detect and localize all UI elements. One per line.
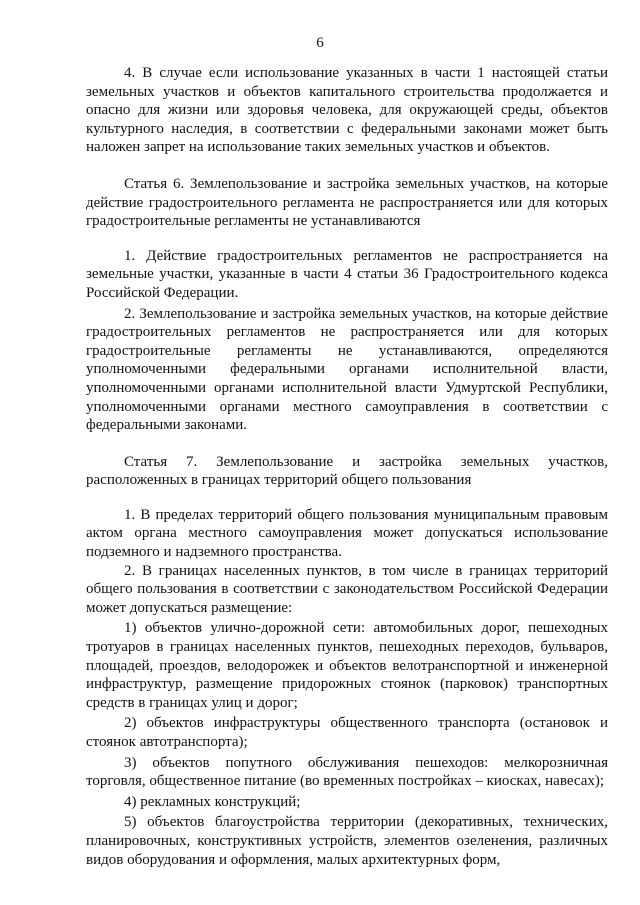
- paragraph-article7-part1: 1. В пределах территорий общего пользования муниципальным правовым актом органа местного самоуправления может допускаться использование подземного и надземного пространства.: [86, 506, 608, 561]
- list-item-1: 1) объектов улично-дорожной сети: автомобильных дорог, пешеходных тротуаров в границах населенных пунктов, пешеходных переходов, бульваров, площадей, проездов, велодорожек и объектов велотранспортной и инженерной инфраструктур, размещение придорожных стоянок (парковок) транспортных средств в границах улиц и дорог;: [86, 620, 608, 711]
- paragraph-article6-part2: 2. Землепользование и застройка земельных участков, на которые действие градостроительных регламентов не распространяется или для которых градостроительные регламенты не устанавливаются, определяются уполномоченными федеральными органами исполнительной власти, уполномоченными органами исполнительной власти Удмуртской Республики, уполномоченными органами местного самоуправления в соответствии с федеральными законами.: [86, 305, 608, 434]
- paragraph-article6-part1: 1. Действие градостроительных регламентов не распространяется на земельные участки, указанные в части 4 статьи 36 Градостроительного кодекса Российской Федерации.: [86, 247, 608, 301]
- article-6-heading: Статья 6. Землепользование и застройка земельных участков, на которые действие градостроительного регламента не распространяется или для которых градостроительные регламенты не устанавливаются: [86, 175, 608, 230]
- list-item-2: 2) объектов инфраструктуры общественного транспорта (остановок и стоянок автотранспорта);: [86, 715, 608, 750]
- list-item-5: 5) объектов благоустройства территории (декоративных, технических, планировочных, конструктивных устройств, элементов озеленения, различных видов оборудования и оформления, малых архитектурных форм,: [86, 814, 608, 868]
- list-item-3: 3) объектов попутного обслуживания пешеходов: мелкорозничная торговля, общественное питание (во временных постройках – киосках, навесах);: [86, 754, 608, 790]
- list-item-4: 4) рекламных конструкций;: [124, 793, 301, 810]
- page-number: 6: [316, 35, 324, 51]
- paragraph-article5-part4: 4. В случае если использование указанных в части 1 настоящей статьи земельных участков и объектов капитального строительства продолжается и опасно для жизни или здоровья человека, для окружающей среды, объектов культурного наследия, в соответствии с федеральными законами может быть наложен запрет на использование таких земельных участков и объектов.: [86, 65, 608, 156]
- paragraph-article7-part2: 2. В границах населенных пунктов, в том числе в границах территорий общего пользования в соответствии с законодательством Российской Федерации может допускаться размещение:: [86, 562, 608, 616]
- document-body: [86, 64, 608, 869]
- article-7-heading: Статья 7. Землепользование и застройка земельных участков, расположенных в границах территорий общего пользования: [86, 453, 608, 489]
